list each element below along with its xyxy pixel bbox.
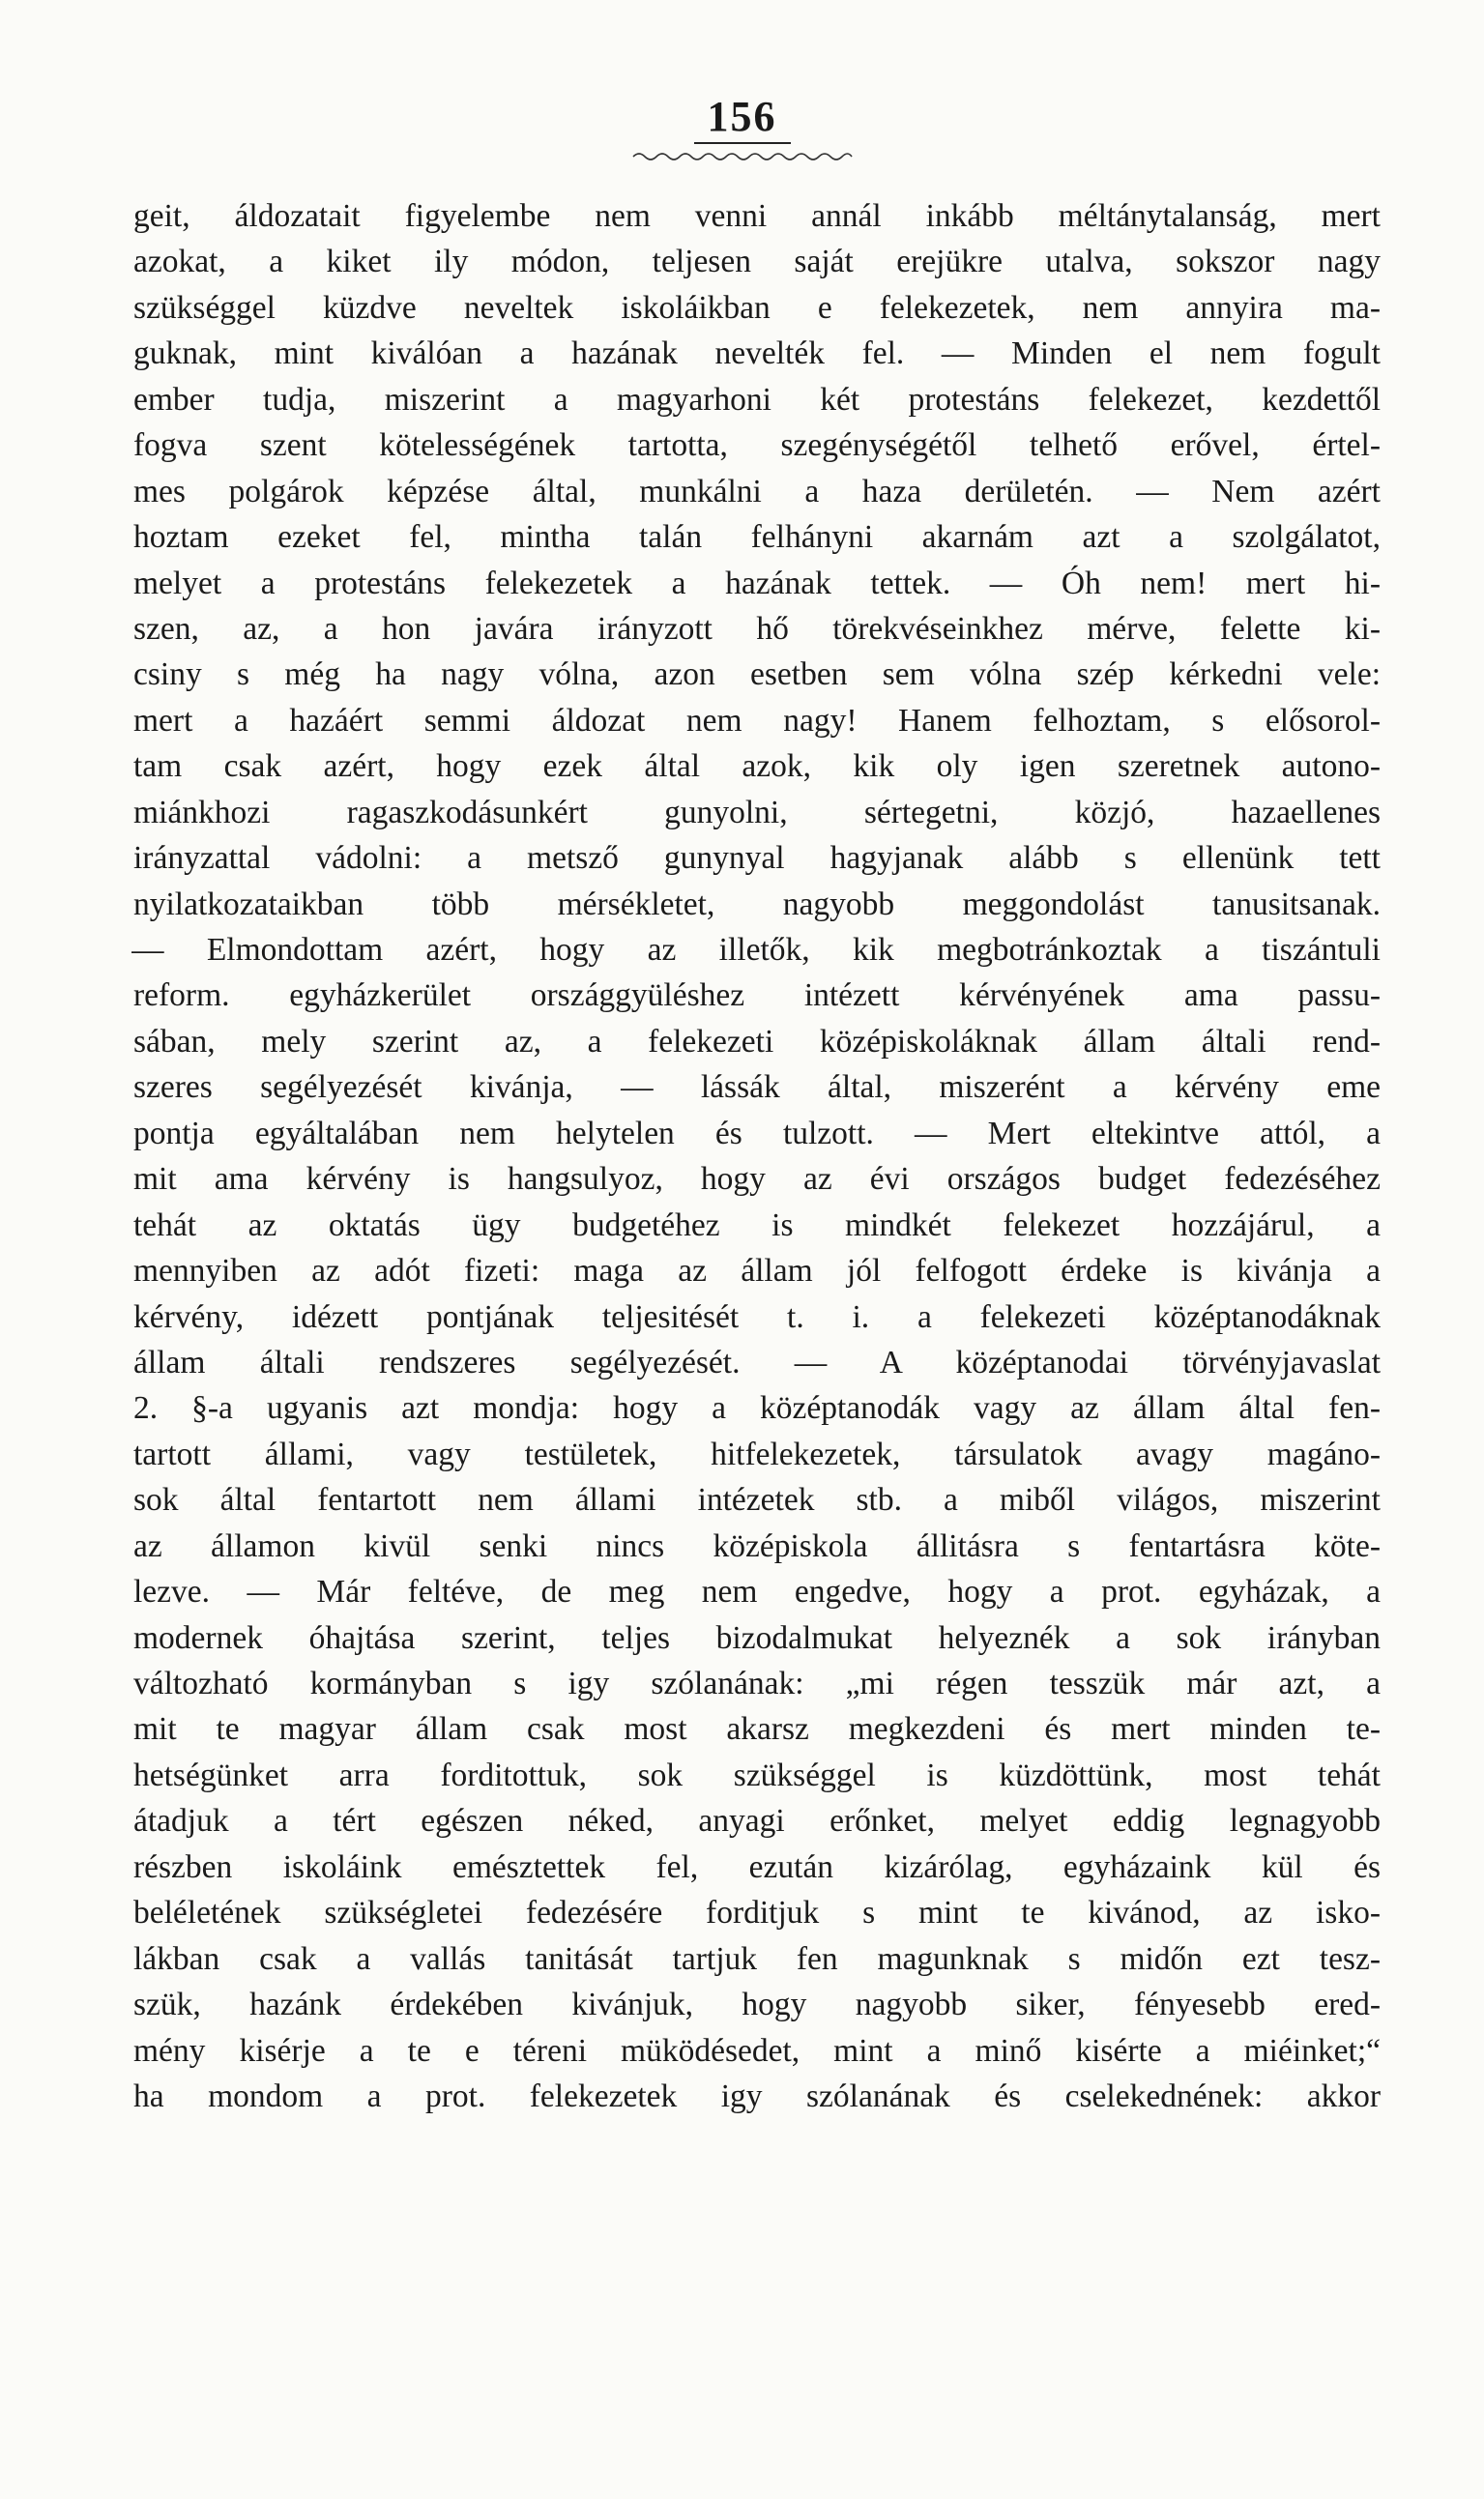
text-line: miánkhozi ragaszkodásunkért gunyolni, sértegetni, közjó, hazaellenes [133, 794, 1381, 830]
text-line: szük, hazánk érdekében kivánjuk, hogy nagyobb siker, fényesebb ered- [133, 1987, 1381, 2023]
text-line: változható kormányban s igy szólanának: „mi régen tesszük már azt, a [133, 1666, 1381, 1701]
text-line: szen, az, a hon javára irányzott hő törekvéseinkhez mérve, felette ki- [133, 610, 1381, 647]
text-line: mit te magyar állam csak most akarsz megkezdeni és mert minden te- [133, 1711, 1381, 1748]
text-line: hoztam ezeket fel, mintha talán felhányni akarnám azt a szolgálatot, [133, 519, 1381, 556]
text-line: tartott állami, vagy testületek, hitfelekezetek, társulatok avagy magáno- [133, 1436, 1381, 1472]
text-line: szükséggel küzdve neveltek iskoláikban e felekezetek, nem annyira ma- [133, 289, 1381, 326]
text-line: geit, áldozatait figyelembe nem venni annál inkább méltánytalanság, mert [133, 198, 1381, 234]
text-line: szeres segélyezését kivánja, — lássák által, miszerént a kérvény eme [133, 1069, 1381, 1106]
text-line: hetségünket arra forditottuk, sok szükséggel is küzdöttünk, most tehát [133, 1757, 1381, 1793]
text-line: 2. §-a ugyanis azt mondja: hogy a középtanodák vagy az állam által fen- [133, 1390, 1381, 1427]
page-header [0, 92, 1484, 163]
text-line: átadjuk a tért egészen néked, anyagi erőnket, melyet eddig legnagyobb [133, 1803, 1381, 1840]
text-line: reform. egyházkerület országgyüléshez intézett kérvényének ama passu- [133, 977, 1381, 1014]
body-text [133, 193, 1381, 2119]
text-line: mennyiben az adót fizeti: maga az állam jól felfogott érdeke is kivánja a [133, 1253, 1381, 1290]
text-line: mert a hazáért semmi áldozat nem nagy! Hanem felhoztam, s elősorol- [133, 702, 1381, 739]
text-line: fogva szent kötelességének tartotta, szegénységétől telhető erővel, értel- [133, 427, 1381, 464]
text-line: az államon kivül senki nincs középiskola állitásra s fentartásra köte- [133, 1527, 1381, 1564]
text-line: ha mondom a prot. felekezetek igy szólanának és cselekednének: akkor [133, 2078, 1381, 2114]
wavy-ornament-icon [631, 150, 854, 163]
text-line: beléletének szükségletei fedezésére forditjuk s mint te kivánod, az isko- [133, 1895, 1381, 1932]
text-line: tehát az oktatás ügy budgetéhez is mindkét felekezet hozzájárul, a [133, 1206, 1381, 1243]
text-line: irányzattal vádolni: a metsző gunynyal hagyjanak alább s ellenünk tett [133, 840, 1381, 877]
text-line: guknak, mint kiválóan a hazának nevelték fel. — Minden el nem fogult [133, 335, 1381, 372]
text-line: mes polgárok képzése által, munkálni a haza derületén. — Nem azért [133, 473, 1381, 509]
text-line: modernek óhajtása szerint, teljes bizodalmukat helyeznék a sok irányban [133, 1619, 1381, 1656]
text-line: mény kisérje a te e téreni müködésedet, mint a minő kisérte a miéinket;“ [133, 2032, 1381, 2069]
text-line: sok által fentartott nem állami intézetek stb. a miből világos, miszerint [133, 1482, 1381, 1519]
text-line: részben iskoláink emésztettek fel, ezután kizárólag, egyházaink kül és [133, 1848, 1381, 1885]
text-line: lákban csak a vallás tanitását tartjuk fen magunknak s midőn ezt tesz- [133, 1940, 1381, 1977]
text-line: melyet a protestáns felekezetek a hazának tettek. — Óh nem! mert hi- [133, 565, 1381, 601]
text-line: kérvény, idézett pontjának teljesitését t. i. a felekezeti középtanodáknak [133, 1298, 1381, 1335]
text-line: azokat, a kiket ily módon, teljesen saját erejükre utalva, sokszor nagy [133, 244, 1381, 280]
text-line: — Elmondottam azért, hogy az illetők, kik megbotránkoztak a tiszántuli [131, 932, 1381, 968]
page-number: 156 [694, 92, 791, 144]
text-line: tam csak azért, hogy ezek által azok, kik oly igen szeretnek autono- [133, 748, 1381, 785]
text-line: mit ama kérvény is hangsulyoz, hogy az évi országos budget fedezéséhez [133, 1161, 1381, 1198]
text-line: csiny s még ha nagy vólna, azon esetben sem vólna szép kérkedni vele: [133, 656, 1381, 693]
text-line: lezve. — Már feltéve, de meg nem engedve, hogy a prot. egyházak, a [133, 1574, 1381, 1611]
text-line: sában, mely szerint az, a felekezeti középiskoláknak állam általi rend- [133, 1023, 1381, 1060]
text-line: állam általi rendszeres segélyezését. — A középtanodai törvényjavaslat [133, 1344, 1381, 1380]
text-line: ember tudja, miszerint a magyarhoni két protestáns felekezet, kezdettől [133, 381, 1381, 418]
text-line: nyilatkozataikban több mérsékletet, nagyobb meggondolást tanusitsanak. [133, 886, 1381, 922]
text-line: pontja egyáltalában nem helytelen és tulzott. — Mert eltekintve attól, a [133, 1115, 1381, 1151]
